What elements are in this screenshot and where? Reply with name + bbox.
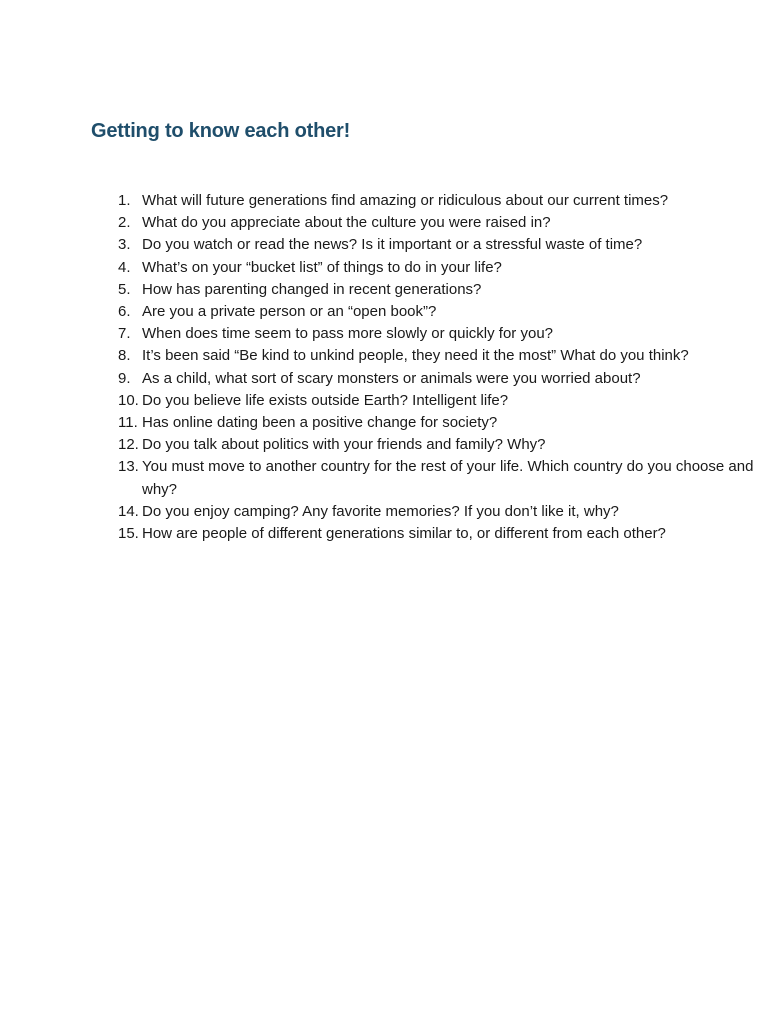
- question-number: 5.: [118, 280, 131, 298]
- question-item: [118, 501, 758, 523]
- question-text: You must move to another country for the rest of your life. Which country do you choose and why?: [142, 458, 754, 498]
- question-item: [118, 234, 758, 256]
- question-text: Do you talk about politics with your friends and family? Why?: [142, 436, 546, 454]
- question-number: 4.: [118, 258, 131, 276]
- question-item: [118, 434, 758, 456]
- question-text: Do you watch or read the news? Is it important or a stressful waste of time?: [142, 236, 643, 254]
- question-item: [118, 190, 758, 212]
- question-number: 7.: [118, 325, 131, 343]
- question-number: 8.: [118, 347, 131, 365]
- question-text: When does time seem to pass more slowly or quickly for you?: [142, 325, 553, 343]
- question-text: What will future generations find amazing or ridiculous about our current times?: [142, 192, 669, 209]
- question-text: It’s been said “Be kind to unkind people, they need it the most” What do you think?: [142, 347, 689, 365]
- question-item: [118, 390, 758, 412]
- question-item: [118, 368, 758, 390]
- question-number: 11.: [118, 414, 138, 432]
- question-number: 2.: [118, 214, 131, 232]
- question-text: Are you a private person or an “open book”?: [142, 303, 437, 321]
- question-item: [118, 279, 758, 301]
- question-text: Has online dating been a positive change for society?: [142, 414, 498, 432]
- question-item: [118, 412, 758, 434]
- question-item: [118, 323, 758, 345]
- question-item: [118, 523, 758, 545]
- question-text: What do you appreciate about the culture you were raised in?: [142, 214, 551, 232]
- question-number: 3.: [118, 236, 131, 254]
- question-text: How has parenting changed in recent generations?: [142, 280, 482, 298]
- question-number: 12.: [118, 436, 139, 454]
- question-item: [118, 212, 758, 234]
- question-item: [118, 456, 758, 500]
- question-text: What’s on your “bucket list” of things to do in your life?: [142, 258, 502, 276]
- question-number: 1.: [118, 192, 131, 209]
- question-number: 9.: [118, 369, 131, 387]
- question-text: How are people of different generations similar to, or different from each other?: [142, 525, 666, 543]
- question-item: [118, 257, 758, 279]
- question-number: 6.: [118, 303, 131, 321]
- page-title: Getting to know each other!: [91, 120, 351, 142]
- question-item: [118, 301, 758, 323]
- question-number: 14.: [118, 502, 139, 520]
- question-text: Do you believe life exists outside Earth? Intelligent life?: [142, 391, 509, 409]
- question-text: As a child, what sort of scary monsters or animals were you worried about?: [142, 369, 641, 387]
- question-item: [118, 345, 758, 367]
- question-number: 13.: [118, 458, 139, 476]
- question-number: 10.: [118, 391, 139, 409]
- question-list: [118, 190, 758, 545]
- question-text: Do you enjoy camping? Any favorite memories? If you don’t like it, why?: [142, 502, 619, 520]
- question-number: 15.: [118, 525, 139, 543]
